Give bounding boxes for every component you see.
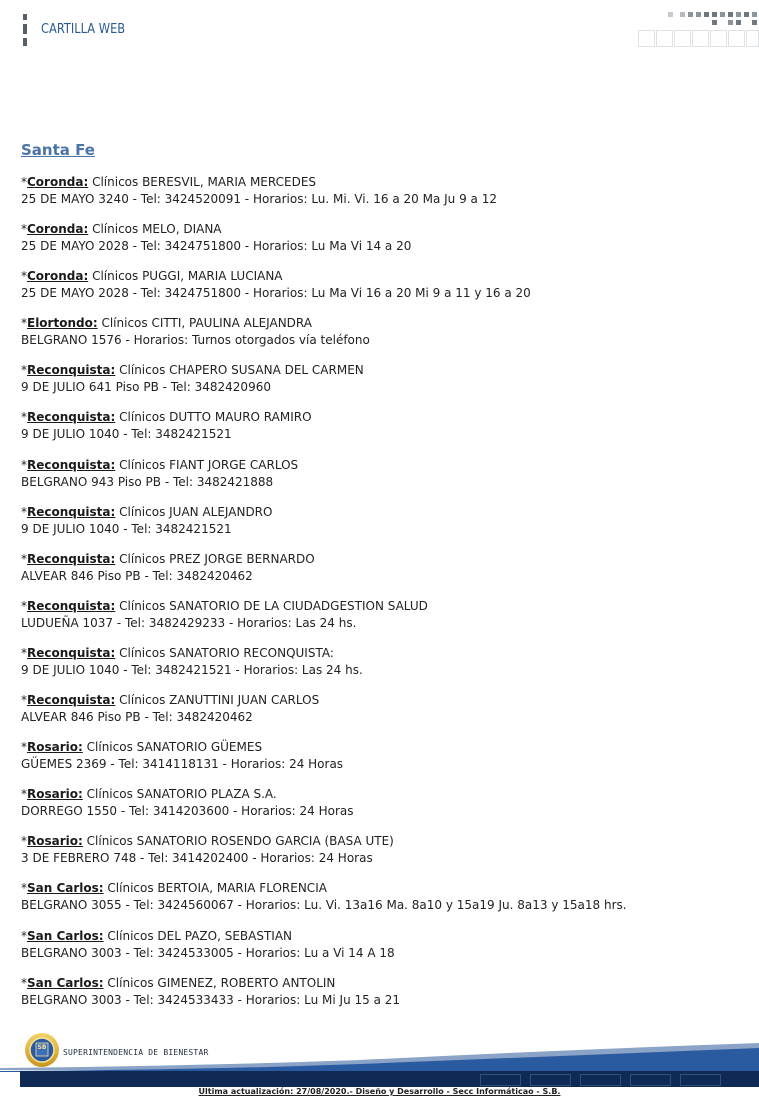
asterisk: * xyxy=(21,504,27,519)
provider-line xyxy=(21,551,751,568)
provider-entry xyxy=(21,739,751,786)
provider-name: Clínicos CHAPERO SUSANA DEL CARMEN xyxy=(119,363,364,378)
asterisk: * xyxy=(21,316,27,331)
provider-name: Clínicos GIMENEZ, ROBERTO ANTOLIN xyxy=(107,975,336,990)
provider-entry xyxy=(21,221,751,268)
provider-name: Clínicos DUTTO MAURO RAMIRO xyxy=(119,410,312,425)
provider-name: Clínicos DEL PAZO, SEBASTIAN xyxy=(107,928,293,943)
provider-details: 9 DE JULIO 1040 - Tel: 3482421521 xyxy=(21,427,232,442)
provider-city: San Carlos: xyxy=(27,881,104,896)
province-heading: Santa Fe xyxy=(21,141,95,159)
asterisk: * xyxy=(21,363,27,378)
provider-entry xyxy=(21,833,751,880)
provider-line xyxy=(21,315,751,332)
provider-line xyxy=(21,174,751,191)
provider-details: ALVEAR 846 Piso PB - Tel: 3482420462 xyxy=(21,710,253,725)
provider-details: BELGRANO 3055 - Tel: 3424560067 - Horarios: Lu. Vi. 13a16 Ma. 8a10 y 15a19 Ju. 8a13 y 15a18 hrs. xyxy=(21,898,627,913)
provider-line xyxy=(21,268,751,285)
provider-name: Clínicos SANATORIO GÜEMES xyxy=(86,740,263,755)
provider-line xyxy=(21,833,751,850)
provider-details: 9 DE JULIO 641 Piso PB - Tel: 3482420960 xyxy=(21,380,271,395)
asterisk: * xyxy=(21,881,27,896)
provider-details: 25 DE MAYO 2028 - Tel: 3424751800 - Horarios: Lu Ma Vi 14 a 20 xyxy=(21,239,412,254)
provider-entry xyxy=(21,362,751,409)
provider-name: Clínicos SANATORIO DE LA CIUDADGESTION SALUD xyxy=(119,598,428,613)
provider-entry xyxy=(21,409,751,456)
provider-details: ALVEAR 846 Piso PB - Tel: 3482420462 xyxy=(21,568,253,583)
provider-entry xyxy=(21,975,751,1022)
provider-name: Clínicos SANATORIO ROSENDO GARCIA (BASA UTE) xyxy=(86,834,394,849)
asterisk: * xyxy=(21,975,27,990)
provider-city: Reconquista: xyxy=(27,410,116,425)
provider-line xyxy=(21,975,751,992)
provider-name: Clínicos MELO, DIANA xyxy=(92,222,222,237)
provider-entry xyxy=(21,315,751,362)
provider-city: Rosario: xyxy=(27,787,83,802)
provider-entry xyxy=(21,268,751,315)
logo-text: SB xyxy=(37,1044,47,1051)
footer-organization: SUPERINTENDENCIA DE BIENESTAR xyxy=(63,1048,209,1057)
provider-name: Clínicos SANATORIO PLAZA S.A. xyxy=(86,787,277,802)
provider-line xyxy=(21,221,751,238)
provider-city: Reconquista: xyxy=(27,363,116,378)
provider-name: Clínicos PREZ JORGE BERNARDO xyxy=(119,551,315,566)
provider-city: San Carlos: xyxy=(27,928,104,943)
provider-list xyxy=(21,174,751,1022)
provider-entry xyxy=(21,551,751,598)
provider-city: Reconquista: xyxy=(27,551,116,566)
provider-entry xyxy=(21,457,751,504)
provider-city: Reconquista: xyxy=(27,457,116,472)
provider-name: Clínicos FIANT JORGE CARLOS xyxy=(119,457,299,472)
provider-line xyxy=(21,457,751,474)
provider-entry xyxy=(21,504,751,551)
provider-city: Reconquista: xyxy=(27,504,116,519)
provider-line xyxy=(21,739,751,756)
asterisk: * xyxy=(21,222,27,237)
provider-details: 9 DE JULIO 1040 - Tel: 3482421521 - Horarios: Las 24 hs. xyxy=(21,662,363,677)
page-header xyxy=(0,0,759,60)
provider-name: Clínicos SANATORIO RECONQUISTA: xyxy=(119,645,334,660)
provider-line xyxy=(21,786,751,803)
provider-details: 9 DE JULIO 1040 - Tel: 3482421521 xyxy=(21,521,232,536)
provider-line xyxy=(21,645,751,662)
asterisk: * xyxy=(21,410,27,425)
header-pattern-icon xyxy=(636,12,759,48)
provider-city: Coronda: xyxy=(27,175,89,189)
provider-details: BELGRANO 943 Piso PB - Tel: 3482421888 xyxy=(21,474,274,489)
provider-line xyxy=(21,928,751,945)
provider-line xyxy=(21,598,751,615)
asterisk: * xyxy=(21,740,27,755)
provider-entry xyxy=(21,174,751,221)
provider-name: Clínicos BERTOIA, MARIA FLORENCIA xyxy=(107,881,327,896)
provider-line xyxy=(21,504,751,521)
provider-name: Clínicos JUAN ALEJANDRO xyxy=(119,504,273,519)
asterisk: * xyxy=(21,645,27,660)
asterisk: * xyxy=(21,175,27,189)
provider-details: LUDUEÑA 1037 - Tel: 3482429233 - Horarios: Las 24 hs. xyxy=(21,615,357,630)
provider-city: Rosario: xyxy=(27,834,83,849)
asterisk: * xyxy=(21,598,27,613)
provider-name: Clínicos BERESVIL, MARIA MERCEDES xyxy=(92,175,317,189)
provider-city: San Carlos: xyxy=(27,975,104,990)
provider-city: Elortondo: xyxy=(27,316,98,331)
provider-name: Clínicos CITTI, PAULINA ALEJANDRA xyxy=(101,316,312,331)
provider-city: Reconquista: xyxy=(27,693,116,708)
provider-details: 25 DE MAYO 2028 - Tel: 3424751800 - Horarios: Lu Ma Vi 16 a 20 Mi 9 a 11 y 16 a 20 xyxy=(21,286,531,301)
provider-name: Clínicos PUGGI, MARIA LUCIANA xyxy=(92,269,283,284)
page-footer xyxy=(0,1030,759,1101)
provider-details: BELGRANO 1576 - Horarios: Turnos otorgados vía teléfono xyxy=(21,333,370,348)
provider-name: Clínicos ZANUTTINI JUAN CARLOS xyxy=(119,693,320,708)
provider-line xyxy=(21,362,751,379)
provider-city: Reconquista: xyxy=(27,598,116,613)
provider-city: Rosario: xyxy=(27,740,83,755)
footer-banner-icon xyxy=(0,1030,759,1088)
provider-entry xyxy=(21,928,751,975)
asterisk: * xyxy=(21,269,27,284)
provider-details: GÜEMES 2369 - Tel: 3414118131 - Horarios: 24 Horas xyxy=(21,757,344,772)
provider-entry xyxy=(21,598,751,645)
header-title: CARTILLA WEB xyxy=(41,22,126,37)
header-bar-icon xyxy=(23,14,27,46)
asterisk: * xyxy=(21,834,27,849)
provider-city: Coronda: xyxy=(27,222,89,237)
provider-details: DORREGO 1550 - Tel: 3414203600 - Horarios: 24 Horas xyxy=(21,804,354,819)
provider-line xyxy=(21,409,751,426)
asterisk: * xyxy=(21,457,27,472)
provider-line xyxy=(21,692,751,709)
provider-details: 25 DE MAYO 3240 - Tel: 3424520091 - Horarios: Lu. Mi. Vi. 16 a 20 Ma Ju 9 a 12 xyxy=(21,192,497,206)
provider-entry xyxy=(21,692,751,739)
provider-entry xyxy=(21,786,751,833)
provider-entry xyxy=(21,880,751,927)
provider-entry xyxy=(21,645,751,692)
asterisk: * xyxy=(21,928,27,943)
provider-city: Reconquista: xyxy=(27,645,116,660)
provider-details: 3 DE FEBRERO 748 - Tel: 3414202400 - Horarios: 24 Horas xyxy=(21,851,373,866)
footer-update-note: Ultima actualización: 27/08/2020.- Diseño y Desarrollo - Secc Informáticao - S.B. xyxy=(198,1087,561,1096)
provider-line xyxy=(21,880,751,897)
asterisk: * xyxy=(21,551,27,566)
provider-city: Coronda: xyxy=(27,269,89,284)
asterisk: * xyxy=(21,787,27,802)
provider-details: BELGRANO 3003 - Tel: 3424533433 - Horarios: Lu Mi Ju 15 a 21 xyxy=(21,992,401,1007)
provider-details: BELGRANO 3003 - Tel: 3424533005 - Horarios: Lu a Vi 14 A 18 xyxy=(21,945,395,960)
asterisk: * xyxy=(21,693,27,708)
